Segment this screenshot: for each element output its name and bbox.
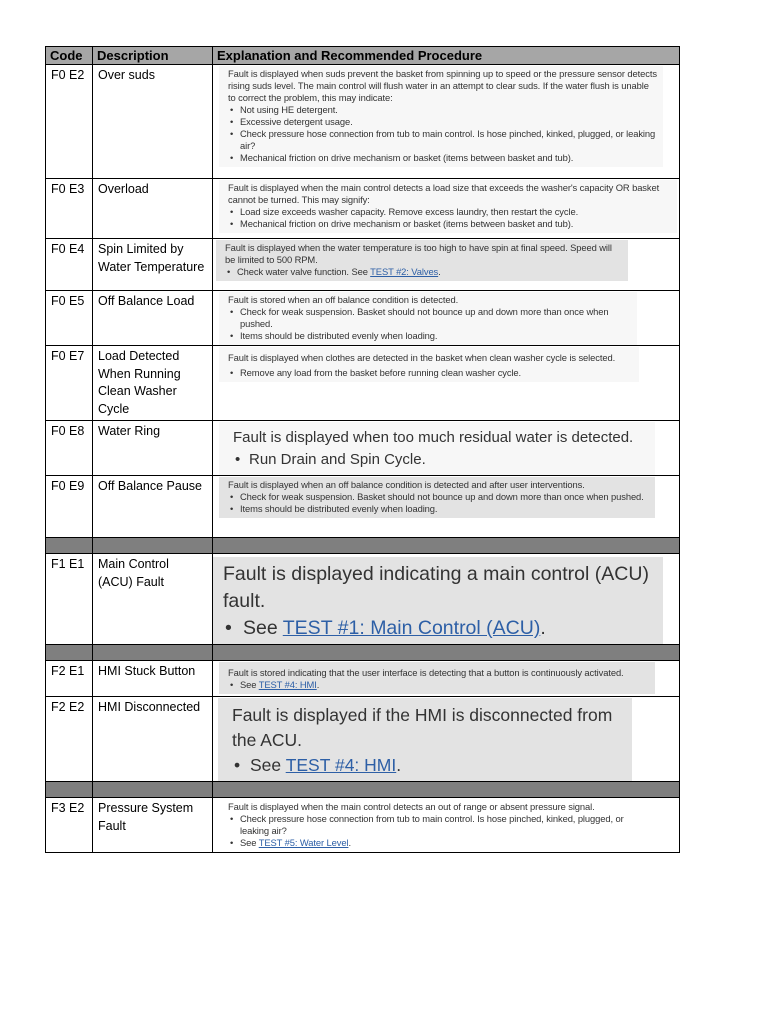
procedure-suffix: .	[438, 266, 441, 277]
procedure-item: • Items should be distributed evenly when loading.	[228, 503, 649, 515]
procedure-prefix: See	[250, 755, 286, 775]
fault-description: Overload	[93, 179, 213, 239]
table-row	[46, 65, 680, 179]
procedure-item: • Check pressure hose connection from tub to main control. Is hose pinched, kinked, plugged, or leaking air?	[228, 813, 653, 837]
explanation-snippet	[213, 557, 663, 644]
fault-description: Water Ring	[93, 421, 213, 476]
explanation-text: Fault is displayed when suds prevent the basket from spinning up to speed or the pressure sensor detects rising suds level. The main control will flush water in an attempt to clear suds. If the water flush is unable to correct the problem, this may indicate:	[228, 68, 657, 103]
test-2-valves-link[interactable]: TEST #2: Valves	[370, 266, 439, 277]
fault-explanation	[213, 661, 680, 697]
fault-code: F1 E1	[46, 554, 93, 645]
fault-description: HMI Disconnected	[93, 697, 213, 782]
procedure-suffix: .	[348, 837, 351, 848]
fault-description: Off Balance Load	[93, 291, 213, 346]
explanation-snippet	[219, 422, 655, 475]
fault-description: HMI Stuck Button	[93, 661, 213, 697]
fault-explanation	[213, 65, 680, 179]
explanation-snippet	[219, 66, 663, 167]
fault-description: Pressure System Fault	[93, 798, 213, 853]
fault-code: F0 E4	[46, 239, 93, 291]
table-row	[46, 239, 680, 291]
procedure-item: • Mechanical friction on drive mechanism or basket (items between basket and tub).	[228, 152, 657, 164]
procedure-prefix: See	[243, 617, 283, 639]
fault-explanation	[213, 798, 680, 853]
procedure-item: • Items should be distributed evenly when loading.	[228, 330, 631, 342]
header-row	[46, 47, 680, 65]
fault-explanation	[213, 179, 680, 239]
explanation-text: Fault is displayed when too much residual water is detected.	[233, 429, 634, 446]
explanation-text: Fault is displayed when clothes are detected in the basket when clean washer cycle is selected.	[228, 352, 616, 363]
fault-code-table	[45, 46, 680, 853]
fault-description: Spin Limited by Water Temperature	[93, 239, 213, 291]
fault-explanation	[213, 421, 680, 476]
fault-code: F0 E5	[46, 291, 93, 346]
explanation-snippet	[216, 240, 628, 281]
explanation-snippet	[219, 180, 677, 233]
table-row	[46, 661, 680, 697]
procedure-item	[223, 615, 653, 642]
procedure-list	[233, 449, 645, 471]
section-separator	[46, 538, 680, 554]
procedure-item: • Excessive detergent usage.	[228, 116, 657, 128]
fault-description: Load Detected When Running Clean Washer Cycle	[93, 346, 213, 421]
section-separator	[46, 782, 680, 798]
procedure-item: • Not using HE detergent.	[228, 104, 657, 116]
explanation-snippet	[219, 347, 639, 382]
procedure-item: • Remove any load from the basket before running clean washer cycle.	[228, 367, 633, 379]
test-1-main-control-link[interactable]: TEST #1: Main Control (ACU)	[282, 617, 541, 639]
procedure-item: • Check for weak suspension. Basket should not bounce up and down more than once when pushed.	[228, 491, 649, 503]
procedure-item	[228, 679, 649, 691]
explanation-snippet	[219, 799, 659, 852]
procedure-list	[232, 753, 622, 778]
fault-description: Main Control (ACU) Fault	[93, 554, 213, 645]
explanation-text: Fault is stored indicating that the user interface is detecting that a button is continuously activated.	[228, 667, 624, 678]
procedure-item	[225, 266, 622, 278]
fault-explanation	[213, 697, 680, 782]
table-row	[46, 421, 680, 476]
explanation-text: Fault is stored when an off balance condition is detected.	[228, 294, 459, 305]
procedure-list	[228, 306, 631, 342]
fault-code: F0 E7	[46, 346, 93, 421]
procedure-list	[228, 679, 649, 691]
fault-code: F0 E9	[46, 476, 93, 538]
table-row	[46, 697, 680, 782]
table-row	[46, 798, 680, 853]
header-description: Description	[93, 47, 213, 65]
fault-code: F0 E3	[46, 179, 93, 239]
procedure-list	[228, 491, 649, 515]
section-separator	[46, 645, 680, 661]
header-code: Code	[46, 47, 93, 65]
explanation-text: Fault is displayed when the water temperature is too high to have spin at final speed. Speed will be limited to 500 RPM.	[225, 242, 612, 265]
procedure-prefix: Check water valve function. See	[237, 266, 371, 277]
fault-code: F0 E8	[46, 421, 93, 476]
procedure-item	[232, 753, 622, 778]
test-5-water-level-link[interactable]: TEST #5: Water Level	[258, 837, 349, 848]
test-4-hmi-link[interactable]: TEST #4: HMI	[258, 679, 317, 690]
table-row	[46, 346, 680, 421]
explanation-snippet	[219, 477, 655, 518]
explanation-snippet	[218, 698, 632, 781]
fault-description: Over suds	[93, 65, 213, 179]
fault-explanation	[213, 476, 680, 538]
header-explanation: Explanation and Recommended Procedure	[213, 47, 680, 65]
procedure-list	[228, 813, 653, 849]
fault-description: Off Balance Pause	[93, 476, 213, 538]
explanation-snippet	[219, 292, 637, 345]
explanation-text: Fault is displayed if the HMI is disconnected from the ACU.	[232, 705, 613, 750]
procedure-list	[225, 266, 622, 278]
table-row	[46, 291, 680, 346]
procedure-item: • Load size exceeds washer capacity. Remove excess laundry, then restart the cycle.	[228, 206, 671, 218]
fault-explanation	[213, 554, 680, 645]
procedure-prefix: See	[240, 837, 259, 848]
procedure-list	[228, 206, 671, 230]
explanation-text: Fault is displayed when the main control detects a load size that exceeds the washer's capacity OR basket cannot be turned. This may signify:	[228, 182, 660, 205]
procedure-list	[223, 615, 653, 642]
fault-explanation	[213, 291, 680, 346]
procedure-suffix: .	[396, 755, 402, 775]
procedure-list	[228, 367, 633, 379]
table-row	[46, 554, 680, 645]
explanation-text: Fault is displayed when an off balance condition is detected and after user interventions.	[228, 479, 585, 490]
explanation-snippet	[219, 662, 655, 694]
fault-code: F0 E2	[46, 65, 93, 179]
test-4-hmi-link[interactable]: TEST #4: HMI	[285, 755, 397, 775]
table-row	[46, 179, 680, 239]
procedure-list	[228, 104, 657, 164]
procedure-prefix: See	[240, 679, 259, 690]
procedure-suffix: .	[316, 679, 320, 690]
procedure-item	[228, 837, 653, 849]
fault-code: F2 E2	[46, 697, 93, 782]
procedure-item: • Check for weak suspension. Basket should not bounce up and down more than once when pushed.	[228, 306, 631, 330]
procedure-item: • Check pressure hose connection from tub to main control. Is hose pinched, kinked, plugged, or leaking air?	[228, 128, 657, 152]
fault-explanation	[213, 346, 680, 421]
procedure-suffix: .	[540, 617, 546, 639]
procedure-item: • Mechanical friction on drive mechanism or basket (items between basket and tub).	[228, 218, 671, 230]
explanation-text: Fault is displayed indicating a main control (ACU) fault.	[223, 563, 649, 612]
fault-code: F3 E2	[46, 798, 93, 853]
fault-explanation	[213, 239, 680, 291]
table-row	[46, 476, 680, 538]
procedure-item: • Run Drain and Spin Cycle.	[233, 449, 645, 471]
explanation-text: Fault is displayed when the main control detects an out of range or absent pressure signal.	[228, 801, 595, 812]
fault-code: F2 E1	[46, 661, 93, 697]
